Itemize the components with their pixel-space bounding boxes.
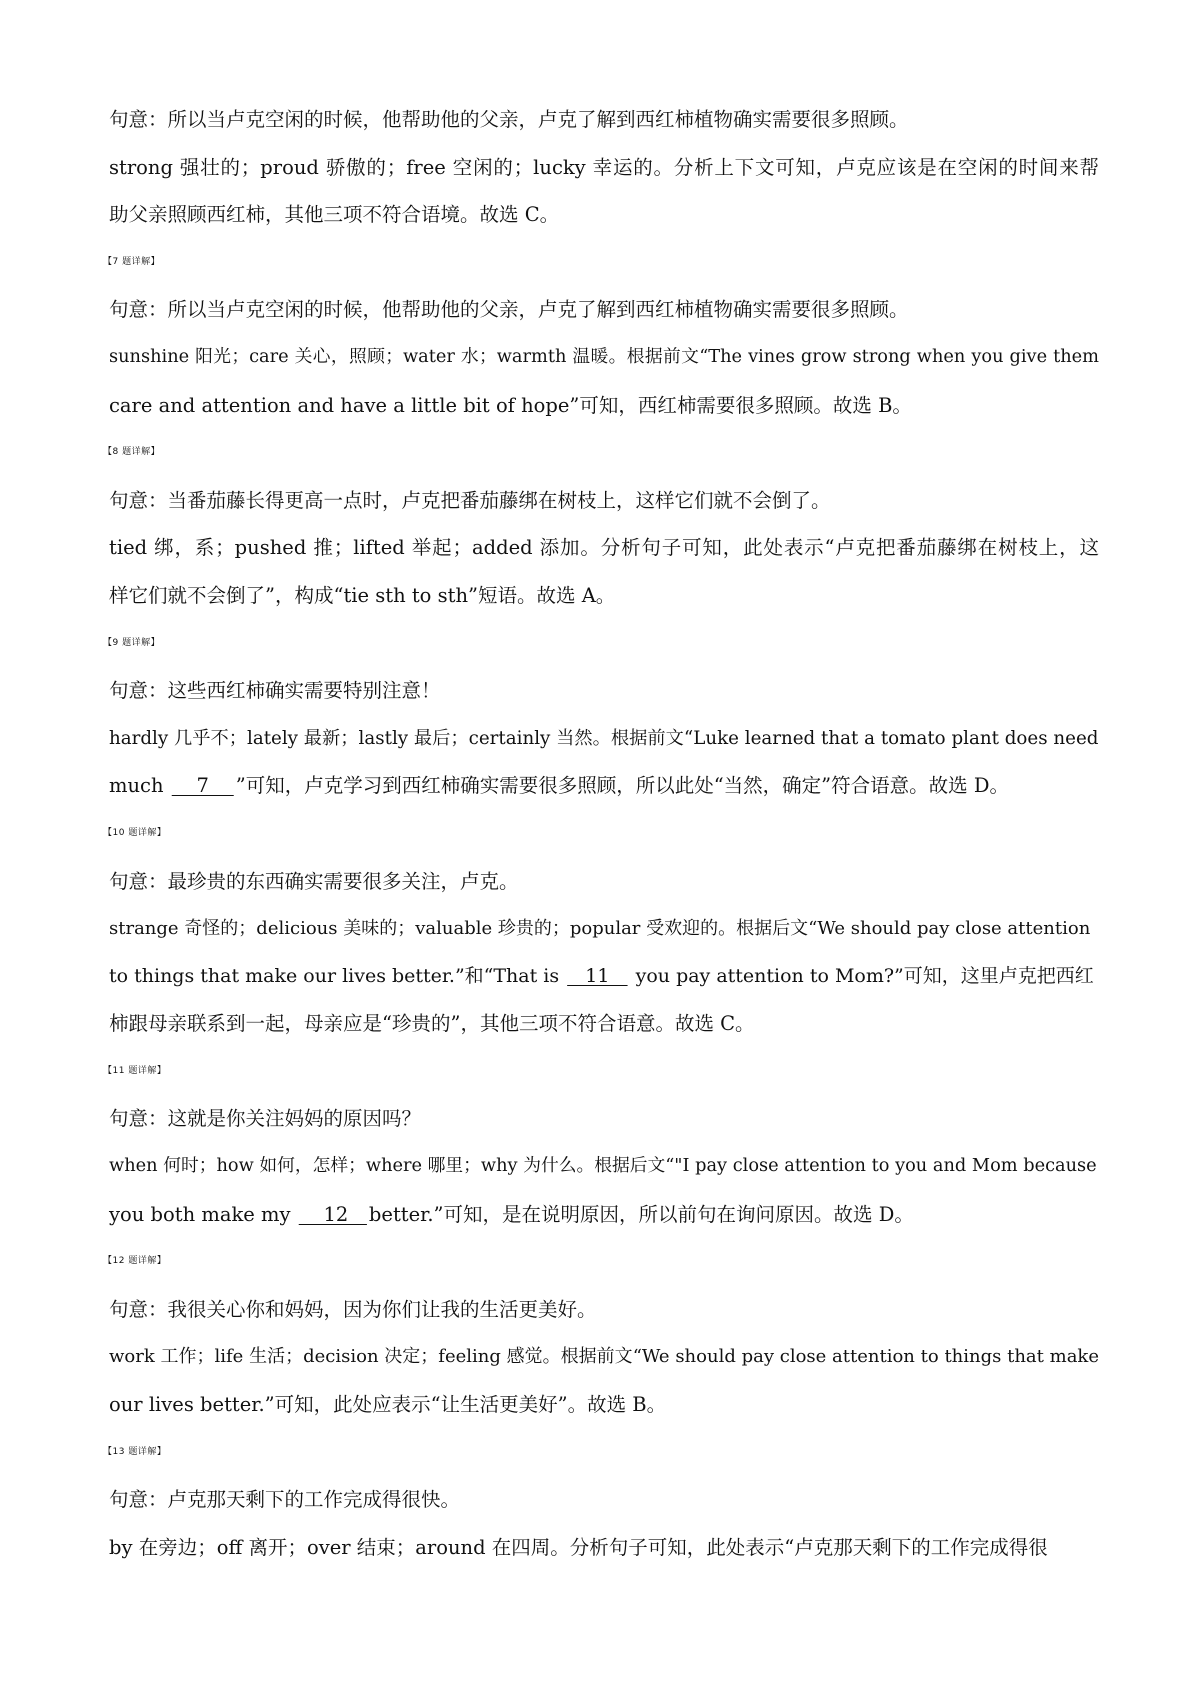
section-heading: 【12 题详解】 [103,1256,167,1267]
document-page [103,96,1099,1571]
section-heading: 【7 题详解】 [103,256,161,267]
text-before-blank: you both make my [109,1202,297,1226]
paragraph-line: when 何时；how 如何，怎样；where 哪里；why 为什么。根据后文“"I pay close attention to you and Mom because [109,1156,1097,1177]
paragraph-line: 助父亲照顾西红柿，其他三项不符合语境。故选 C。 [109,203,560,227]
section-heading: 【8 题详解】 [103,447,161,458]
paragraph-line: strong 强壮的；proud 骄傲的；free 空闲的；lucky 幸运的。分析上下文可知，卢克应该是在空闲的时间来帮 [109,155,1099,179]
paragraph-line: 句意：卢克那天剩下的工作完成得很快。 [109,1488,461,1512]
section-heading: 【9 题详解】 [103,637,161,648]
paragraph-line: tied 绑，系；pushed 推；lifted 举起；added 添加。分析句子可知，此处表示“卢克把番茄藤绑在树枝上，这 [109,536,1099,560]
paragraph-line-with-blank [109,1191,1099,1239]
paragraph-line: strange 奇怪的；delicious 美味的；valuable 珍贵的；popular 受欢迎的。根据后文“We should pay close attention [109,918,1091,940]
paragraph-line: 句意：最珍贵的东西确实需要很多关注，卢克。 [109,869,519,893]
answer-blank: 11 [567,964,628,987]
paragraph-line-with-blank [109,762,1099,810]
paragraph-line-with-blank [109,953,1099,1001]
paragraph-line: 柿跟母亲联系到一起，母亲应是“珍贵的”，其他三项不符合语意。故选 C。 [109,1012,755,1036]
paragraph-line: our lives better.”可知，此处应表示“让生活更美好”。故选 B。 [109,1393,667,1417]
answer-blank: 12 [298,1202,367,1226]
text-before-blank: much [109,774,170,798]
paragraph-line: 句意：我很关心你和妈妈，因为你们让我的生活更美好。 [109,1297,597,1321]
paragraph-line: by 在旁边；off 离开；over 结束；around 在四周。分析句子可知，此处表示“卢克那天剩下的工作完成得很 [109,1535,1048,1559]
paragraph-line: work 工作；life 生活；decision 决定；feeling 感觉。根据前文“We should pay close attention to things that make [109,1346,1099,1368]
paragraph-line: 样它们就不会倒了”，构成“tie sth to sth”短语。故选 A。 [109,583,616,607]
paragraph-line: 句意：所以当卢克空闲的时候，他帮助他的父亲，卢克了解到西红柿植物确实需要很多照顾。 [109,108,909,131]
paragraph-line: hardly 几乎不；lately 最新；lastly 最后；certainly 当然。根据前文“Luke learned that a tomato plant does need [109,727,1099,749]
paragraph-line: 句意：所以当卢克空闲的时候，他帮助他的父亲，卢克了解到西红柿植物确实需要很多照顾。 [109,298,909,322]
paragraph-line: care and attention and have a little bit of hope”可知，西红柿需要很多照顾。故选 B。 [109,393,912,417]
paragraph-line: 句意：当番茄藤长得更高一点时，卢克把番茄藤绑在树枝上，这样它们就不会倒了。 [109,488,831,512]
text-after-blank: you pay attention to Mom?”可知，这里卢克把西红 [629,964,1094,987]
text-before-blank: to things that make our lives better.”和“That is [109,964,566,987]
paragraph-line: 句意：这就是你关注妈妈的原因吗？ [109,1107,422,1131]
paragraph-line: sunshine 阳光；care 关心，照顾；water 水；warmth 温暖。根据前文“The vines grow strong when you give them [109,346,1099,367]
section-heading: 【10 题详解】 [103,827,167,838]
text-after-blank: ”可知，卢克学习到西红柿确实需要很多照顾，所以此处“当然，确定”符合语意。故选 D。 [235,774,1009,798]
section-heading: 【13 题详解】 [103,1446,167,1457]
text-after-blank: better.”可知，是在说明原因，所以前句在询问原因。故选 D。 [368,1202,914,1226]
section-heading: 【11 题详解】 [103,1065,167,1076]
paragraph-line: 句意：这些西红柿确实需要特别注意！ [109,679,441,703]
answer-blank: 7 [171,774,234,798]
